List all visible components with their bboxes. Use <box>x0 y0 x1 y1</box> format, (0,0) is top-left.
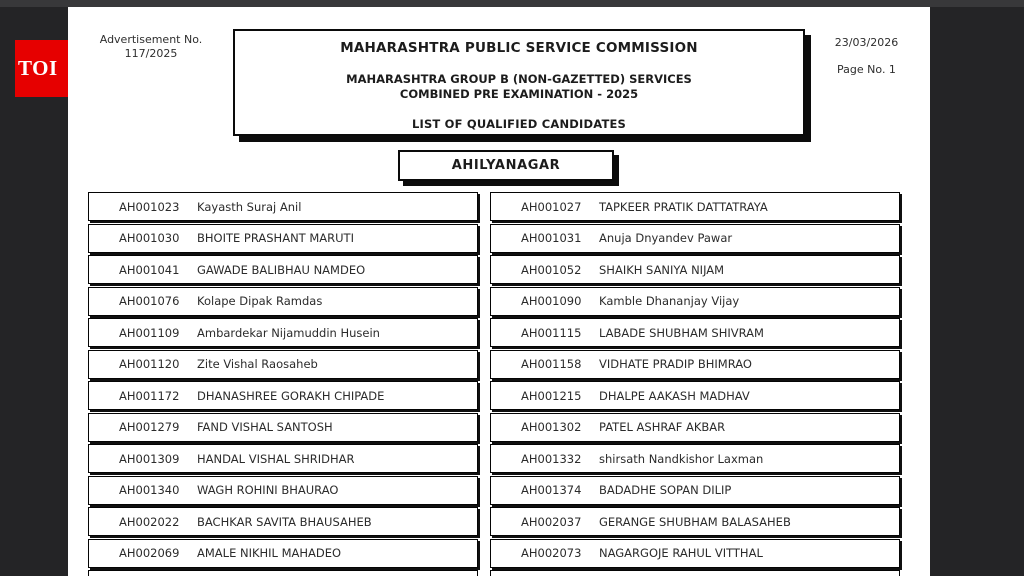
candidate-name: WAGH ROHINI BHAURAO <box>197 483 339 497</box>
table-row <box>88 413 478 442</box>
candidate-name: DHANASHREE GORAKH CHIPADE <box>197 388 385 403</box>
advertisement-number-block <box>86 33 216 61</box>
commission-title: MAHARASHTRA PUBLIC SERVICE COMMISSION <box>340 40 698 56</box>
candidate-name: GERANGE SHUBHAM BALASAHEB <box>599 514 791 529</box>
table-row <box>88 476 478 505</box>
candidate-name: Kamble Dhananjay Vijay <box>599 294 740 308</box>
roll-number: AH001158 <box>521 357 582 371</box>
candidate-name: AMALE NIKHIL MAHADEO <box>197 546 342 560</box>
table-row <box>88 192 478 221</box>
roll-number: AH001052 <box>521 262 582 277</box>
roll-number: AH001120 <box>119 357 180 371</box>
roll-number: AH001023 <box>119 199 180 214</box>
roll-number: AH001374 <box>521 483 582 497</box>
roll-number: AH002069 <box>119 546 180 560</box>
roll-number: AH002037 <box>521 514 582 529</box>
table-row <box>490 413 900 442</box>
roll-number: AH001031 <box>521 231 582 245</box>
exam-subtitle-line2: COMBINED PRE EXAMINATION - 2025 <box>399 87 639 101</box>
table-row <box>490 381 900 410</box>
table-row <box>490 287 900 316</box>
table-row <box>490 255 900 284</box>
candidate-name: TAPKEER PRATIK DATTATRAYA <box>599 199 768 214</box>
candidate-name: GAWADE BALIBHAU NAMDEO <box>197 262 366 277</box>
roll-number: AH002022 <box>119 514 180 529</box>
candidate-name: Ambardekar Nijamuddin Husein <box>197 325 380 340</box>
table-row <box>88 350 478 379</box>
roll-number: AH001030 <box>119 231 180 245</box>
page-meta-block <box>803 36 930 76</box>
candidate-name: SHAIKH SANIYA NIJAM <box>599 262 725 277</box>
candidate-name: BACHKAR SAVITA BHAUSAHEB <box>197 514 372 529</box>
viewer-top-bar <box>0 0 1024 7</box>
candidate-name: Zite Vishal Raosaheb <box>197 357 318 371</box>
table-row <box>88 224 478 253</box>
roll-number: AH001302 <box>521 420 582 434</box>
roll-number: AH001076 <box>119 294 180 308</box>
roll-number: AH001340 <box>119 483 180 497</box>
table-row-partial <box>490 570 900 576</box>
page-number: Page No. 1 <box>837 63 896 76</box>
district-name: AHILYANAGAR <box>451 158 561 173</box>
roll-number: AH001309 <box>119 451 180 466</box>
roll-number: AH001090 <box>521 294 582 308</box>
table-row-partial <box>88 570 478 576</box>
table-row <box>490 350 900 379</box>
candidate-name: PATEL ASHRAF AKBAR <box>599 420 726 434</box>
advertisement-number: 117/2025 <box>124 47 178 60</box>
table-row <box>490 224 900 253</box>
district-heading-box <box>398 150 614 181</box>
list-heading: LIST OF QUALIFIED CANDIDATES <box>411 117 627 131</box>
table-row <box>490 444 900 473</box>
advertisement-label: Advertisement No. <box>99 33 203 46</box>
table-row <box>490 318 900 347</box>
candidate-column-left <box>88 192 478 576</box>
table-row <box>490 192 900 221</box>
document-date: 23/03/2026 <box>834 36 899 49</box>
table-row <box>88 381 478 410</box>
candidate-name: BADADHE SOPAN DILIP <box>599 483 732 497</box>
candidate-name: FAND VISHAL SANTOSH <box>197 420 333 434</box>
candidate-name: NAGARGOJE RAHUL VITTHAL <box>599 546 763 560</box>
table-row <box>88 539 478 568</box>
commission-title-box <box>233 29 805 136</box>
candidate-name: shirsath Nandkishor Laxman <box>599 451 764 466</box>
roll-number: AH001041 <box>119 262 180 277</box>
table-row <box>490 539 900 568</box>
roll-number: AH001279 <box>119 420 180 434</box>
roll-number: AH001172 <box>119 388 180 403</box>
candidate-name: Kayasth Suraj Anil <box>197 199 302 214</box>
table-row <box>88 507 478 536</box>
candidate-name: BHOITE PRASHANT MARUTI <box>197 231 354 245</box>
table-row <box>88 287 478 316</box>
document-page <box>68 7 930 576</box>
roll-number: AH001109 <box>119 325 180 340</box>
roll-number: AH001215 <box>521 388 582 403</box>
exam-subtitle-line1: MAHARASHTRA GROUP B (NON-GAZETTED) SERVICES <box>346 72 692 86</box>
table-row <box>88 255 478 284</box>
candidate-name: LABADE SHUBHAM SHIVRAM <box>599 325 764 340</box>
candidate-name: VIDHATE PRADIP BHIMRAO <box>599 357 752 371</box>
candidate-name: Anuja Dnyandev Pawar <box>599 231 733 245</box>
toi-logo[interactable]: TOI <box>15 40 68 97</box>
candidate-name: Kolape Dipak Ramdas <box>197 294 323 308</box>
roll-number: AH001115 <box>521 325 582 340</box>
roll-number: AH001332 <box>521 451 582 466</box>
table-row <box>88 318 478 347</box>
roll-number: AH001027 <box>521 199 582 214</box>
candidate-name: HANDAL VISHAL SHRIDHAR <box>197 451 355 466</box>
candidate-name: DHALPE AAKASH MADHAV <box>599 388 750 403</box>
table-row <box>88 444 478 473</box>
table-row <box>490 507 900 536</box>
table-row <box>490 476 900 505</box>
candidate-column-right <box>490 192 900 576</box>
roll-number: AH002073 <box>521 546 582 560</box>
